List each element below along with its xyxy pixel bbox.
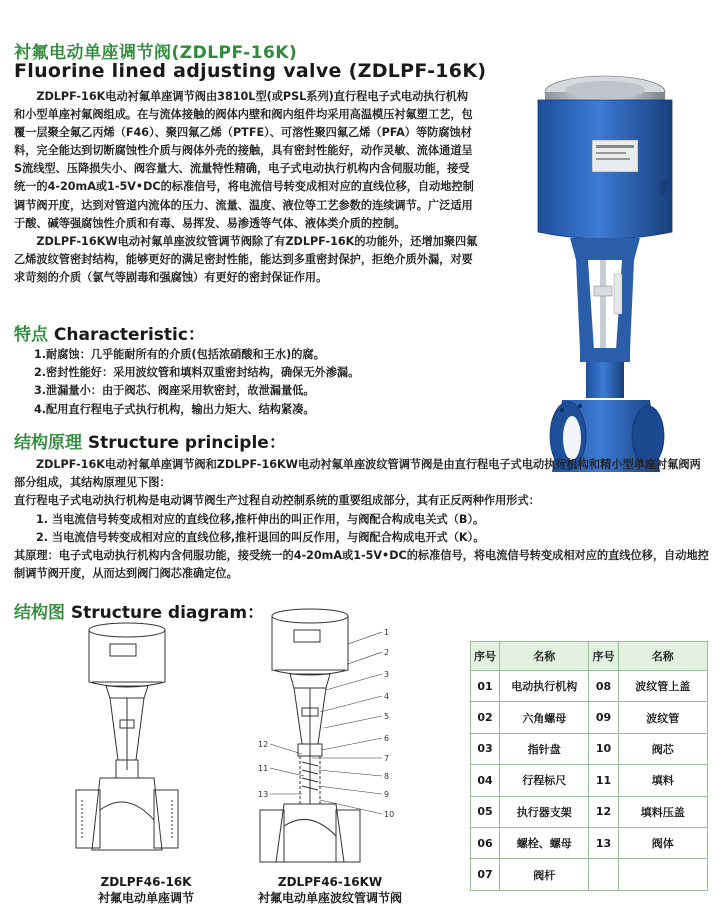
table-cell: 06 [471,827,500,858]
table-cell: 填料 [618,765,707,796]
parts-table [470,641,708,891]
diagram-right-name: 衬氟电动单座波纹管调节阀 [257,891,402,905]
principle-paragraph-3: 其原理：电子式电动执行机构内含伺服功能，接受统一的4-20mA或1-5V•DC的标准信号，将电流信号转变成相对应的直线位移，自动地控制调节阀开度，从而达到阀门阀芯准确定位。 [14,549,709,581]
valve-product-photo [510,60,710,480]
list-item: 1.耐腐蚀：几乎能耐所有的介质(包括浓硝酸和王水)的腐。 [34,348,325,361]
table-cell: 波纹管 [618,702,707,733]
principle-heading [14,428,286,453]
table-cell: 01 [471,671,500,702]
principle-item-2: 2. 当电流信号转变成相对应的直线位移,推杆退回的叫反作用，与阀配合构成电开式（K）。 [36,530,485,544]
table-cell: 阀体 [618,827,707,858]
table-cell: 六角螺母 [500,702,589,733]
callout-label: 9 [384,790,390,799]
table-cell: 05 [471,796,500,827]
callout-label: 11 [258,764,269,773]
table-row [471,859,708,890]
table-cell: 电动执行机构 [500,671,589,702]
table-header-row [471,642,708,671]
table-cell: 12 [589,796,618,827]
callout-label: 10 [384,810,395,819]
principle-heading-en: Structure principle： [87,433,286,453]
characteristic-list [34,346,504,419]
table-row [471,827,708,858]
callout-label: 12 [258,740,269,749]
table-cell: 波纹管上盖 [618,671,707,702]
page-title-en: Fluorine lined adjusting valve (ZDLPF-16K) [14,60,487,82]
principle-paragraph-1: ZDLPF-16K电动衬氟单座调节阀和ZDLPF-16KW电动衬氟单座波纹管调节阀是由直行程电子式电动执行机构和精小型单座衬氟阀两部分组成，其结构原理见下图： [14,458,701,490]
characteristic-heading [14,320,205,345]
table-cell: 08 [589,671,618,702]
intro-paragraph-1: ZDLPF-16K电动衬氟单座调节阀由3810L型(或PSL系列)直行程电子式电动执行机构和小型单座衬氟阀组成。在与流体接触的阀体内壁和阀内组件均采用高温模压衬氟塑工艺，包覆一层聚全氟乙丙烯（F46）、聚四氟乙烯（PTFE）、可溶性聚四氟乙烯（PFA）等防腐蚀材料，完全能达到切断腐蚀性介质与阀体外壳的接触，具有密封性能好，动作灵敏、流体通道呈S流线型、压降损失小、阀容量大、流量特性精确，电子式电动执行机构内含伺服功能，接受统一的4-20mA或1-5V•DC的标准信号，将电流信号转变成相对应的直线位移，自动地控制调节阀开度，达到对管道内流体的压力、流量、温度、液位等工艺参数的连续调节。广泛适用于酸、碱等强腐蚀性介质和有毒、易挥发、易渗透等气体、液体类介质的控制。 [14,90,474,230]
characteristic-heading-cn: 特点 [14,325,48,345]
table-cell: 10 [589,733,618,764]
principle-paragraph-2: 直行程电子式电动执行机构是电动调节阀生产过程自动控制系统的重要组成部分，其有正反两种作用形式： [14,494,540,508]
callout-label: 3 [384,670,390,679]
table-cell: 填料压盖 [618,796,707,827]
table-header: 序号 [471,642,500,671]
diagram-zdlpf46-16k [62,620,202,870]
table-cell: 07 [471,859,500,890]
table-cell: 04 [471,765,500,796]
principle-text [14,456,710,583]
callout-label: 4 [384,692,390,701]
table-cell: 执行器支架 [500,796,589,827]
table-header: 名称 [500,642,589,671]
characteristic-heading-en: Characteristic： [53,325,205,345]
list-item: 2.密封性能好：采用波纹管和填料双重密封结构，确保无外渗漏。 [34,366,360,380]
callout-label: 5 [384,712,390,721]
table-header: 名称 [618,642,707,671]
page-title-cn: 衬氟电动单座调节阀(ZDLPF-16K) [14,43,298,63]
table-row [471,765,708,796]
diagram-heading-cn: 结构图 [14,603,65,623]
callout-label: 13 [258,790,269,799]
table-cell: 行程标尺 [500,765,589,796]
diagram-right-model: ZDLPF46-16KW [277,875,383,889]
list-item: 4.配用直行程电子式执行机构，输出力矩大、结构紧凑。 [34,402,315,416]
principle-heading-cn: 结构原理 [14,433,82,453]
table-cell: 13 [589,827,618,858]
table-cell: 阀芯 [618,733,707,764]
diagram-left-name: 衬氟电动单座调节 [97,891,194,905]
table-row [471,702,708,733]
table-row [471,733,708,764]
table-row [471,671,708,702]
diagram-left-caption [76,874,216,906]
table-cell [589,859,618,890]
callout-label: 1 [384,628,390,637]
callout-label: 2 [384,648,390,657]
table-cell: 09 [589,702,618,733]
table-cell: 02 [471,702,500,733]
table-cell: 螺栓、螺母 [500,827,589,858]
list-item: 3.泄漏量小：由于阀芯、阀座采用软密封，故泄漏量低。 [34,384,315,398]
diagram-right-caption [240,874,420,906]
table-cell: 指针盘 [500,733,589,764]
callout-label: 7 [384,754,390,763]
diagram-heading-en: Structure diagram： [70,603,265,623]
table-cell: 11 [589,765,618,796]
table-cell: 03 [471,733,500,764]
diagram-left-model: ZDLPF46-16K [100,875,192,889]
diagram-zdlpf46-16kw [250,604,410,874]
callout-label: 8 [384,772,390,781]
table-header: 序号 [589,642,618,671]
table-cell [618,859,707,890]
intro-text [14,88,479,287]
table-row [471,796,708,827]
callout-label: 6 [384,734,390,743]
intro-paragraph-2: ZDLPF-16KW电动衬氟单座波纹管调节阀除了有ZDLPF-16K的功能外，还增加聚四氟乙烯波纹管密封结构，能够更好的满足密封性能，能达到多重密封保护，拒绝介质外漏，对要求苛刻的介质（氯气等剧毒和强腐蚀）有更好的密封保证作用。 [14,234,478,284]
table-cell: 阀杆 [500,859,589,890]
principle-item-1: 1. 当电流信号转变成相对应的直线位移,推杆伸出的叫正作用，与阀配合构成电关式（B）。 [36,512,485,526]
